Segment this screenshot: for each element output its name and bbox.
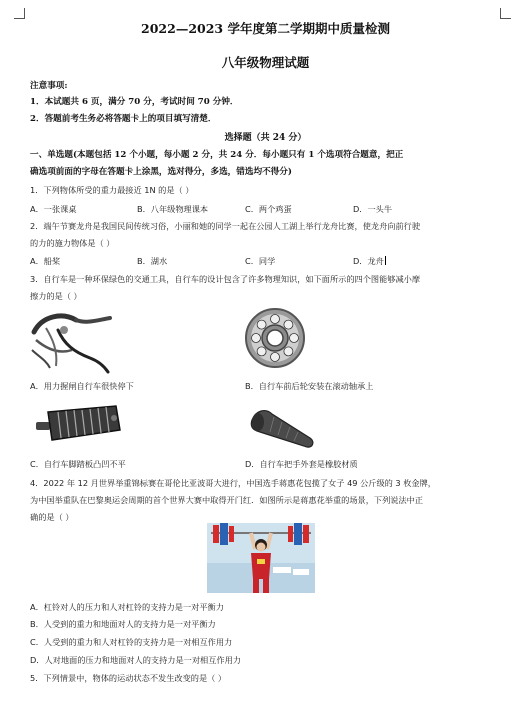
q2-option-c: C．同学 xyxy=(245,256,276,266)
section-title: 选择题（共 24 分） xyxy=(224,133,307,143)
q3-option-a: A．用力握闸自行车很快停下 xyxy=(30,381,134,391)
q4-option-d: D．人对地面的压力和地面对人的支持力是一对相互作用力 xyxy=(30,655,241,665)
q2-option-b: B．湖水 xyxy=(137,256,168,266)
q2-option-d: D．龙舟 xyxy=(353,256,384,266)
q4-stem-line-1: 4．2022 年 12 月世界举重锦标赛在哥伦比亚波哥大进行，中国选手蒋惠花包揽了女子 49 公斤级的 3 枚金牌， xyxy=(30,478,436,488)
crop-mark-top-right xyxy=(500,8,511,19)
weightlifter-photo xyxy=(207,523,315,593)
q3-option-d: D．自行车把手外套是橡胶材质 xyxy=(245,459,358,469)
q2-option-a: A．船桨 xyxy=(30,256,61,266)
q1-option-a: A．一张课桌 xyxy=(30,204,77,214)
q4-option-c: C．人受到的重力和人对杠铃的支持力是一对相互作用力 xyxy=(30,637,233,647)
q3-stem-line-2: 擦力的是（ ） xyxy=(30,291,82,301)
section-instructions-line-2: 确选项前面的字母在答题卡上涂黑，选对得分，多选，错选均不得分) xyxy=(30,167,292,177)
q1-option-b: B．八年级物理课本 xyxy=(137,204,209,214)
exam-title: 2022—2023 学年度第二学期期中质量检测 xyxy=(141,21,390,36)
pedal-image xyxy=(32,400,124,450)
q1-option-d: D．一头牛 xyxy=(353,204,393,214)
q4-stem-line-3: 确的是（ ） xyxy=(30,512,74,522)
ball-bearing-image xyxy=(243,306,307,370)
q2-stem-line-1: 2．端午节赛龙舟是我国民间传统习俗，小丽和她的同学一起在公园人工湖上举行龙舟比赛，使龙舟向前行驶 xyxy=(30,221,421,231)
q3-option-c: C．自行车脚踏板凸凹不平 xyxy=(30,459,126,469)
rubber-grip-image xyxy=(246,402,318,452)
crop-mark-top-left xyxy=(14,8,25,19)
q3-stem-line-1: 3．自行车是一种环保绿色的交通工具，自行车的设计包含了许多物理知识，如下面所示的四个图能够减小摩 xyxy=(30,274,421,284)
q3-option-b: B．自行车前后轮安装在滚动轴承上 xyxy=(245,381,374,391)
exam-subtitle: 八年级物理试题 xyxy=(221,55,310,70)
brake-lever-image xyxy=(28,310,118,374)
q1-option-c: C．两个鸡蛋 xyxy=(245,204,292,214)
notes-item-2: 2．答题前考生务必将答题卡上的项目填写清楚． xyxy=(30,114,217,124)
q4-stem-line-2: 为中国举重队在巴黎奥运会周期的首个世界大赛中取得开门红．如图所示是蒋惠花举重的场景，下列说法中正 xyxy=(30,495,424,505)
q1-stem: 1．下列物体所受的重力最接近 1N 的是（ ） xyxy=(30,185,194,195)
text-cursor xyxy=(385,256,386,265)
section-instructions-line-1: 一、单选题(本题包括 12 个小题，每小题 2 分，共 24 分．每小题只有 1 个选项符合题意，把正 xyxy=(30,150,404,160)
q4-option-a: A．杠铃对人的压力和人对杠铃的支持力是一对平衡力 xyxy=(30,602,224,612)
notes-item-1: 1．本试题共 6 页，满分 70 分，考试时间 70 分钟． xyxy=(30,97,239,107)
notes-heading: 注意事项: xyxy=(30,81,68,91)
q4-option-b: B．人受到的重力和地面对人的支持力是一对平衡力 xyxy=(30,619,216,629)
q5-stem: 5．下列情景中，物体的运动状态不发生改变的是（ ） xyxy=(30,673,227,683)
q2-stem-line-2: 的力的施力物体是（ ） xyxy=(30,238,115,248)
